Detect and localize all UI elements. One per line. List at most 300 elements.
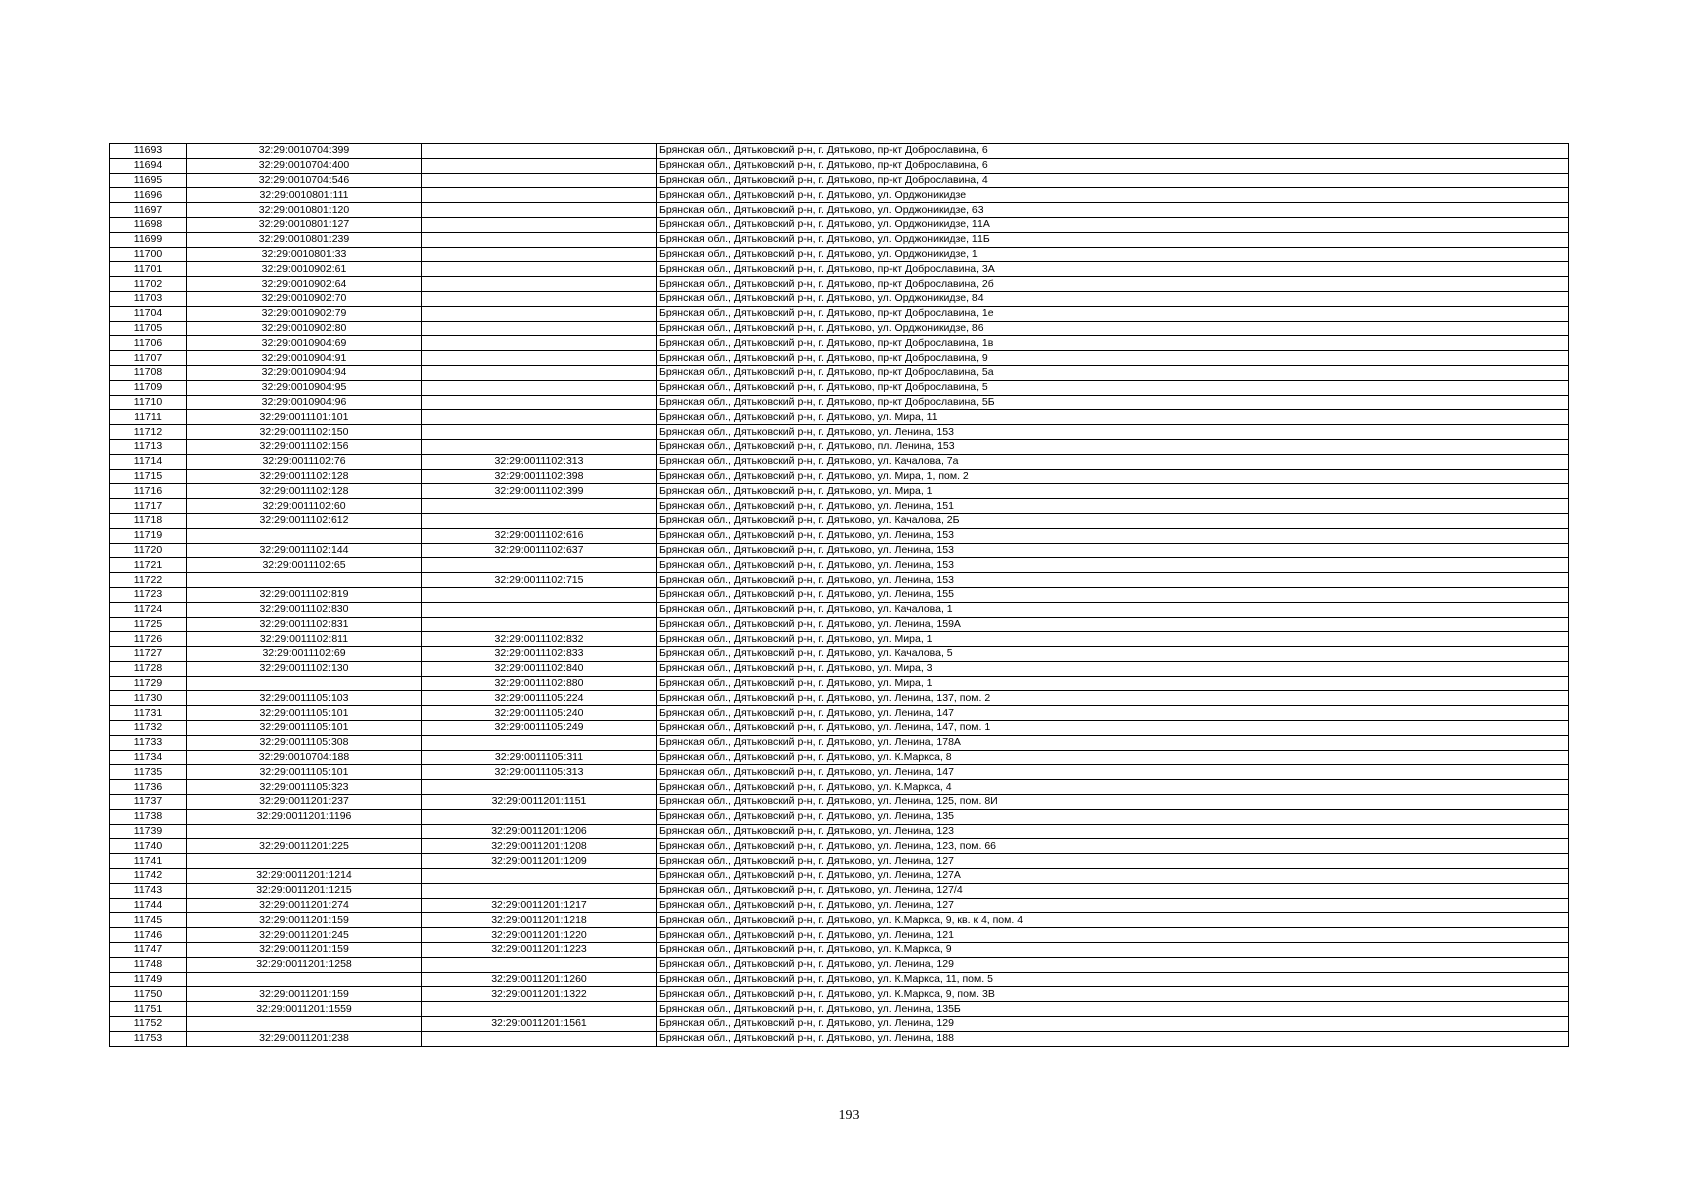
row-number-cell: 11700	[110, 247, 187, 262]
address-cell: Брянская обл., Дятьковский р-н, г. Дятьково, пр-кт Доброславина, 3А	[657, 262, 1569, 277]
row-number-cell: 11747	[110, 943, 187, 958]
table-row	[110, 661, 1569, 676]
row-number-cell: 11737	[110, 795, 187, 810]
row-number-cell: 11716	[110, 484, 187, 499]
cadastral-number-cell: 32:29:0010801:239	[187, 232, 422, 247]
cadastral-number-cell: 32:29:0011201:245	[187, 928, 422, 943]
row-number-cell: 11730	[110, 691, 187, 706]
table-row	[110, 336, 1569, 351]
cadastral-number-cell: 32:29:0010902:79	[187, 306, 422, 321]
parent-cadastral-number-cell: 32:29:0011201:1322	[422, 987, 657, 1002]
row-number-cell: 11746	[110, 928, 187, 943]
parent-cadastral-number-cell	[422, 957, 657, 972]
table-row	[110, 365, 1569, 380]
row-number-cell: 11733	[110, 735, 187, 750]
table-row	[110, 277, 1569, 292]
cadastral-number-cell: 32:29:0011102:811	[187, 632, 422, 647]
parent-cadastral-number-cell	[422, 1031, 657, 1046]
row-number-cell: 11722	[110, 573, 187, 588]
parent-cadastral-number-cell	[422, 439, 657, 454]
row-number-cell: 11734	[110, 750, 187, 765]
parent-cadastral-number-cell	[422, 277, 657, 292]
cadastral-number-cell: 32:29:0011105:101	[187, 721, 422, 736]
table-row	[110, 232, 1569, 247]
table-row	[110, 913, 1569, 928]
table-row	[110, 306, 1569, 321]
cadastral-number-cell: 32:29:0011201:159	[187, 987, 422, 1002]
address-cell: Брянская обл., Дятьковский р-н, г. Дятьково, ул. Ленина, 121	[657, 928, 1569, 943]
row-number-cell: 11707	[110, 351, 187, 366]
row-number-cell: 11720	[110, 543, 187, 558]
table-row	[110, 706, 1569, 721]
table-row	[110, 1017, 1569, 1032]
row-number-cell: 11701	[110, 262, 187, 277]
cadastral-number-cell: 32:29:0011102:65	[187, 558, 422, 573]
parent-cadastral-number-cell	[422, 410, 657, 425]
parent-cadastral-number-cell: 32:29:0011102:715	[422, 573, 657, 588]
address-cell: Брянская обл., Дятьковский р-н, г. Дятьково, ул. К.Маркса, 11, пом. 5	[657, 972, 1569, 987]
row-number-cell: 11708	[110, 365, 187, 380]
table-row	[110, 928, 1569, 943]
row-number-cell: 11740	[110, 839, 187, 854]
parent-cadastral-number-cell	[422, 232, 657, 247]
address-cell: Брянская обл., Дятьковский р-н, г. Дятьково, ул. Мира, 1	[657, 484, 1569, 499]
address-cell: Брянская обл., Дятьковский р-н, г. Дятьково, ул. Орджоникидзе	[657, 188, 1569, 203]
parent-cadastral-number-cell: 32:29:0011201:1206	[422, 824, 657, 839]
parent-cadastral-number-cell: 32:29:0011201:1209	[422, 854, 657, 869]
row-number-cell: 11724	[110, 602, 187, 617]
cadastral-number-cell: 32:29:0011105:101	[187, 765, 422, 780]
parent-cadastral-number-cell: 32:29:0011105:224	[422, 691, 657, 706]
table-row	[110, 351, 1569, 366]
parent-cadastral-number-cell	[422, 425, 657, 440]
address-cell: Брянская обл., Дятьковский р-н, г. Дятьково, ул. Ленина, 147, пом. 1	[657, 721, 1569, 736]
table-row	[110, 602, 1569, 617]
cadastral-number-cell	[187, 972, 422, 987]
table-row	[110, 765, 1569, 780]
row-number-cell: 11731	[110, 706, 187, 721]
address-cell: Брянская обл., Дятьковский р-н, г. Дятьково, ул. Орджоникидзе, 1	[657, 247, 1569, 262]
table-row	[110, 144, 1569, 159]
table-row	[110, 425, 1569, 440]
address-cell: Брянская обл., Дятьковский р-н, г. Дятьково, пр-кт Доброславина, 6	[657, 158, 1569, 173]
address-cell: Брянская обл., Дятьковский р-н, г. Дятьково, ул. Орджоникидзе, 11А	[657, 217, 1569, 232]
table-row	[110, 972, 1569, 987]
address-cell: Брянская обл., Дятьковский р-н, г. Дятьково, пр-кт Доброславина, 5	[657, 380, 1569, 395]
address-cell: Брянская обл., Дятьковский р-н, г. Дятьково, ул. Орджоникидзе, 11Б	[657, 232, 1569, 247]
row-number-cell: 11752	[110, 1017, 187, 1032]
table-row	[110, 839, 1569, 854]
parent-cadastral-number-cell	[422, 203, 657, 218]
address-cell: Брянская обл., Дятьковский р-н, г. Дятьково, ул. Качалова, 2Б	[657, 513, 1569, 528]
row-number-cell: 11721	[110, 558, 187, 573]
address-cell: Брянская обл., Дятьковский р-н, г. Дятьково, ул. Ленина, 178А	[657, 735, 1569, 750]
row-number-cell: 11727	[110, 647, 187, 662]
address-cell: Брянская обл., Дятьковский р-н, г. Дятьково, ул. Качалова, 1	[657, 602, 1569, 617]
address-cell: Брянская обл., Дятьковский р-н, г. Дятьково, ул. Ленина, 147	[657, 706, 1569, 721]
table-row	[110, 158, 1569, 173]
parent-cadastral-number-cell: 32:29:0011102:833	[422, 647, 657, 662]
row-number-cell: 11711	[110, 410, 187, 425]
address-cell: Брянская обл., Дятьковский р-н, г. Дятьково, ул. Ленина, 188	[657, 1031, 1569, 1046]
row-number-cell: 11709	[110, 380, 187, 395]
table-row	[110, 617, 1569, 632]
cadastral-number-cell: 32:29:0011101:101	[187, 410, 422, 425]
address-cell: Брянская обл., Дятьковский р-н, г. Дятьково, ул. Ленина, 127	[657, 898, 1569, 913]
table-row	[110, 854, 1569, 869]
table-row	[110, 573, 1569, 588]
table-row	[110, 469, 1569, 484]
cadastral-number-cell: 32:29:0011201:1214	[187, 869, 422, 884]
address-cell: Брянская обл., Дятьковский р-н, г. Дятьково, пр-кт Доброславина, 4	[657, 173, 1569, 188]
cadastral-table	[109, 143, 1569, 1047]
address-cell: Брянская обл., Дятьковский р-н, г. Дятьково, ул. Мира, 11	[657, 410, 1569, 425]
parent-cadastral-number-cell	[422, 780, 657, 795]
parent-cadastral-number-cell	[422, 247, 657, 262]
table-row	[110, 454, 1569, 469]
parent-cadastral-number-cell: 32:29:0011102:840	[422, 661, 657, 676]
address-cell: Брянская обл., Дятьковский р-н, г. Дятьково, ул. Орджоникидзе, 86	[657, 321, 1569, 336]
row-number-cell: 11751	[110, 1002, 187, 1017]
address-cell: Брянская обл., Дятьковский р-н, г. Дятьково, ул. Ленина, 153	[657, 558, 1569, 573]
row-number-cell: 11710	[110, 395, 187, 410]
cadastral-number-cell: 32:29:0010904:94	[187, 365, 422, 380]
table-row	[110, 987, 1569, 1002]
table-row	[110, 632, 1569, 647]
parent-cadastral-number-cell: 32:29:0011201:1260	[422, 972, 657, 987]
cadastral-number-cell: 32:29:0011201:238	[187, 1031, 422, 1046]
cadastral-number-cell: 32:29:0011201:1559	[187, 1002, 422, 1017]
row-number-cell: 11753	[110, 1031, 187, 1046]
parent-cadastral-number-cell: 32:29:0011105:313	[422, 765, 657, 780]
row-number-cell: 11713	[110, 439, 187, 454]
row-number-cell: 11738	[110, 809, 187, 824]
row-number-cell: 11693	[110, 144, 187, 159]
address-cell: Брянская обл., Дятьковский р-н, г. Дятьково, ул. Ленина, 155	[657, 587, 1569, 602]
address-cell: Брянская обл., Дятьковский р-н, г. Дятьково, пр-кт Доброславина, 2б	[657, 277, 1569, 292]
cadastral-number-cell: 32:29:0011102:60	[187, 499, 422, 514]
cadastral-number-cell	[187, 528, 422, 543]
row-number-cell: 11732	[110, 721, 187, 736]
parent-cadastral-number-cell: 32:29:0011105:311	[422, 750, 657, 765]
cadastral-number-cell: 32:29:0010904:96	[187, 395, 422, 410]
parent-cadastral-number-cell: 32:29:0011102:880	[422, 676, 657, 691]
address-cell: Брянская обл., Дятьковский р-н, г. Дятьково, ул. Ленина, 153	[657, 425, 1569, 440]
table-row	[110, 809, 1569, 824]
cadastral-number-cell: 32:29:0011102:150	[187, 425, 422, 440]
cadastral-number-cell: 32:29:0010902:70	[187, 291, 422, 306]
parent-cadastral-number-cell	[422, 351, 657, 366]
row-number-cell: 11742	[110, 869, 187, 884]
cadastral-number-cell	[187, 573, 422, 588]
parent-cadastral-number-cell: 32:29:0011201:1220	[422, 928, 657, 943]
table-row	[110, 217, 1569, 232]
table-row	[110, 587, 1569, 602]
cadastral-number-cell: 32:29:0011105:103	[187, 691, 422, 706]
parent-cadastral-number-cell	[422, 809, 657, 824]
row-number-cell: 11750	[110, 987, 187, 1002]
parent-cadastral-number-cell: 32:29:0011201:1223	[422, 943, 657, 958]
parent-cadastral-number-cell: 32:29:0011102:637	[422, 543, 657, 558]
address-cell: Брянская обл., Дятьковский р-н, г. Дятьково, ул. Ленина, 153	[657, 528, 1569, 543]
table-row	[110, 188, 1569, 203]
page-number: 193	[838, 1108, 860, 1123]
table-row	[110, 543, 1569, 558]
cadastral-number-cell: 32:29:0010801:33	[187, 247, 422, 262]
address-cell: Брянская обл., Дятьковский р-н, г. Дятьково, пр-кт Доброславина, 1е	[657, 306, 1569, 321]
table-row	[110, 1031, 1569, 1046]
parent-cadastral-number-cell	[422, 735, 657, 750]
parent-cadastral-number-cell: 32:29:0011201:1561	[422, 1017, 657, 1032]
parent-cadastral-number-cell	[422, 380, 657, 395]
parent-cadastral-number-cell	[422, 321, 657, 336]
address-cell: Брянская обл., Дятьковский р-н, г. Дятьково, пр-кт Доброславина, 1в	[657, 336, 1569, 351]
cadastral-number-cell: 32:29:0010704:399	[187, 144, 422, 159]
cadastral-number-cell: 32:29:0011102:76	[187, 454, 422, 469]
row-number-cell: 11743	[110, 883, 187, 898]
row-number-cell: 11705	[110, 321, 187, 336]
parent-cadastral-number-cell	[422, 395, 657, 410]
table-row	[110, 247, 1569, 262]
cadastral-number-cell: 32:29:0011102:144	[187, 543, 422, 558]
address-cell: Брянская обл., Дятьковский р-н, г. Дятьково, ул. Ленина, 137, пом. 2	[657, 691, 1569, 706]
address-cell: Брянская обл., Дятьковский р-н, г. Дятьково, ул. Ленина, 127	[657, 854, 1569, 869]
cadastral-number-cell: 32:29:0010902:64	[187, 277, 422, 292]
table-row	[110, 203, 1569, 218]
cadastral-number-cell: 32:29:0011201:1215	[187, 883, 422, 898]
parent-cadastral-number-cell: 32:29:0011102:832	[422, 632, 657, 647]
row-number-cell: 11745	[110, 913, 187, 928]
parent-cadastral-number-cell	[422, 602, 657, 617]
cadastral-number-cell: 32:29:0010904:69	[187, 336, 422, 351]
row-number-cell: 11736	[110, 780, 187, 795]
address-cell: Брянская обл., Дятьковский р-н, г. Дятьково, ул. Ленина, 129	[657, 957, 1569, 972]
address-cell: Брянская обл., Дятьковский р-н, г. Дятьково, ул. Ленина, 123, пом. 66	[657, 839, 1569, 854]
cadastral-number-cell: 32:29:0010902:80	[187, 321, 422, 336]
cadastral-number-cell: 32:29:0010904:95	[187, 380, 422, 395]
cadastral-number-cell: 32:29:0011201:1196	[187, 809, 422, 824]
cadastral-number-cell: 32:29:0011201:274	[187, 898, 422, 913]
row-number-cell: 11695	[110, 173, 187, 188]
address-cell: Брянская обл., Дятьковский р-н, г. Дятьково, пр-кт Доброславина, 6	[657, 144, 1569, 159]
address-cell: Брянская обл., Дятьковский р-н, г. Дятьково, ул. Мира, 1, пом. 2	[657, 469, 1569, 484]
cadastral-number-cell: 32:29:0011102:612	[187, 513, 422, 528]
cadastral-number-cell: 32:29:0011102:130	[187, 661, 422, 676]
parent-cadastral-number-cell	[422, 262, 657, 277]
cadastral-number-cell: 32:29:0011102:831	[187, 617, 422, 632]
address-cell: Брянская обл., Дятьковский р-н, г. Дятьково, ул. Ленина, 123	[657, 824, 1569, 839]
table-row	[110, 439, 1569, 454]
row-number-cell: 11699	[110, 232, 187, 247]
row-number-cell: 11729	[110, 676, 187, 691]
parent-cadastral-number-cell	[422, 291, 657, 306]
parent-cadastral-number-cell: 32:29:0011102:313	[422, 454, 657, 469]
table-row	[110, 410, 1569, 425]
row-number-cell: 11703	[110, 291, 187, 306]
table-row	[110, 395, 1569, 410]
table-row	[110, 691, 1569, 706]
cadastral-number-cell: 32:29:0011105:101	[187, 706, 422, 721]
address-cell: Брянская обл., Дятьковский р-н, г. Дятьково, пр-кт Доброславина, 9	[657, 351, 1569, 366]
cadastral-number-cell: 32:29:0010904:91	[187, 351, 422, 366]
row-number-cell: 11741	[110, 854, 187, 869]
row-number-cell: 11698	[110, 217, 187, 232]
parent-cadastral-number-cell	[422, 144, 657, 159]
parent-cadastral-number-cell	[422, 158, 657, 173]
cadastral-number-cell: 32:29:0010801:111	[187, 188, 422, 203]
row-number-cell: 11712	[110, 425, 187, 440]
row-number-cell: 11714	[110, 454, 187, 469]
table-row	[110, 676, 1569, 691]
address-cell: Брянская обл., Дятьковский р-н, г. Дятьково, пр-кт Доброславина, 5а	[657, 365, 1569, 380]
table-row	[110, 824, 1569, 839]
row-number-cell: 11697	[110, 203, 187, 218]
row-number-cell: 11749	[110, 972, 187, 987]
table-row	[110, 1002, 1569, 1017]
table-row	[110, 780, 1569, 795]
cadastral-number-cell	[187, 854, 422, 869]
table-row	[110, 558, 1569, 573]
parent-cadastral-number-cell	[422, 883, 657, 898]
row-number-cell: 11739	[110, 824, 187, 839]
address-cell: Брянская обл., Дятьковский р-н, г. Дятьково, ул. Ленина, 151	[657, 499, 1569, 514]
row-number-cell: 11718	[110, 513, 187, 528]
parent-cadastral-number-cell: 32:29:0011105:240	[422, 706, 657, 721]
address-cell: Брянская обл., Дятьковский р-н, г. Дятьково, ул. Ленина, 127А	[657, 869, 1569, 884]
cadastral-number-cell: 32:29:0011102:819	[187, 587, 422, 602]
table-body	[110, 144, 1569, 1047]
address-cell: Брянская обл., Дятьковский р-н, г. Дятьково, ул. Ленина, 129	[657, 1017, 1569, 1032]
row-number-cell: 11748	[110, 957, 187, 972]
cadastral-number-cell: 32:29:0011201:159	[187, 913, 422, 928]
address-cell: Брянская обл., Дятьковский р-н, г. Дятьково, ул. Орджоникидзе, 84	[657, 291, 1569, 306]
cadastral-number-cell: 32:29:0011102:128	[187, 484, 422, 499]
address-cell: Брянская обл., Дятьковский р-н, г. Дятьково, ул. Ленина, 153	[657, 543, 1569, 558]
parent-cadastral-number-cell: 32:29:0011201:1218	[422, 913, 657, 928]
parent-cadastral-number-cell	[422, 587, 657, 602]
table-row	[110, 484, 1569, 499]
row-number-cell: 11702	[110, 277, 187, 292]
parent-cadastral-number-cell: 32:29:0011102:399	[422, 484, 657, 499]
address-cell: Брянская обл., Дятьковский р-н, г. Дятьково, ул. К.Маркса, 9, пом. 3В	[657, 987, 1569, 1002]
cadastral-number-cell: 32:29:0011102:128	[187, 469, 422, 484]
cadastral-number-cell: 32:29:0011201:237	[187, 795, 422, 810]
parent-cadastral-number-cell	[422, 617, 657, 632]
row-number-cell: 11694	[110, 158, 187, 173]
cadastral-number-cell: 32:29:0011201:159	[187, 943, 422, 958]
cadastral-number-cell: 32:29:0011102:156	[187, 439, 422, 454]
parent-cadastral-number-cell: 32:29:0011201:1151	[422, 795, 657, 810]
parent-cadastral-number-cell	[422, 869, 657, 884]
address-cell: Брянская обл., Дятьковский р-н, г. Дятьково, ул. Ленина, 135	[657, 809, 1569, 824]
table-row	[110, 291, 1569, 306]
address-cell: Брянская обл., Дятьковский р-н, г. Дятьково, ул. Мира, 1	[657, 632, 1569, 647]
parent-cadastral-number-cell	[422, 173, 657, 188]
parent-cadastral-number-cell	[422, 558, 657, 573]
parent-cadastral-number-cell	[422, 499, 657, 514]
cadastral-number-cell: 32:29:0011201:1258	[187, 957, 422, 972]
table-row	[110, 750, 1569, 765]
parent-cadastral-number-cell	[422, 188, 657, 203]
table-row	[110, 898, 1569, 913]
parent-cadastral-number-cell	[422, 336, 657, 351]
parent-cadastral-number-cell	[422, 306, 657, 321]
address-cell: Брянская обл., Дятьковский р-н, г. Дятьково, пл. Ленина, 153	[657, 439, 1569, 454]
address-cell: Брянская обл., Дятьковский р-н, г. Дятьково, ул. Качалова, 7а	[657, 454, 1569, 469]
address-cell: Брянская обл., Дятьковский р-н, г. Дятьково, ул. К.Маркса, 4	[657, 780, 1569, 795]
table-row	[110, 513, 1569, 528]
parent-cadastral-number-cell	[422, 1002, 657, 1017]
parent-cadastral-number-cell: 32:29:0011201:1208	[422, 839, 657, 854]
parent-cadastral-number-cell: 32:29:0011201:1217	[422, 898, 657, 913]
cadastral-number-cell: 32:29:0011201:225	[187, 839, 422, 854]
table-row	[110, 262, 1569, 277]
table-row	[110, 883, 1569, 898]
table-row	[110, 943, 1569, 958]
table-row	[110, 869, 1569, 884]
parent-cadastral-number-cell: 32:29:0011102:616	[422, 528, 657, 543]
address-cell: Брянская обл., Дятьковский р-н, г. Дятьково, ул. Ленина, 153	[657, 573, 1569, 588]
row-number-cell: 11735	[110, 765, 187, 780]
table-row	[110, 647, 1569, 662]
row-number-cell: 11726	[110, 632, 187, 647]
address-cell: Брянская обл., Дятьковский р-н, г. Дятьково, ул. Ленина, 147	[657, 765, 1569, 780]
row-number-cell: 11704	[110, 306, 187, 321]
address-cell: Брянская обл., Дятьковский р-н, г. Дятьково, ул. Мира, 3	[657, 661, 1569, 676]
table-row	[110, 721, 1569, 736]
cadastral-number-cell: 32:29:0010704:188	[187, 750, 422, 765]
row-number-cell: 11719	[110, 528, 187, 543]
cadastral-number-cell: 32:29:0011105:323	[187, 780, 422, 795]
parent-cadastral-number-cell: 32:29:0011105:249	[422, 721, 657, 736]
address-cell: Брянская обл., Дятьковский р-н, г. Дятьково, ул. Орджоникидзе, 63	[657, 203, 1569, 218]
table-row	[110, 528, 1569, 543]
cadastral-number-cell: 32:29:0010704:546	[187, 173, 422, 188]
address-cell: Брянская обл., Дятьковский р-н, г. Дятьково, ул. Ленина, 125, пом. 8И	[657, 795, 1569, 810]
row-number-cell: 11744	[110, 898, 187, 913]
row-number-cell: 11728	[110, 661, 187, 676]
parent-cadastral-number-cell	[422, 217, 657, 232]
cadastral-number-cell: 32:29:0011105:308	[187, 735, 422, 750]
address-cell: Брянская обл., Дятьковский р-н, г. Дятьково, ул. Ленина, 135Б	[657, 1002, 1569, 1017]
table-row	[110, 795, 1569, 810]
row-number-cell: 11696	[110, 188, 187, 203]
table-row	[110, 499, 1569, 514]
cadastral-number-cell	[187, 1017, 422, 1032]
address-cell: Брянская обл., Дятьковский р-н, г. Дятьково, ул. К.Маркса, 9, кв. к 4, пом. 4	[657, 913, 1569, 928]
row-number-cell: 11715	[110, 469, 187, 484]
cadastral-number-cell	[187, 676, 422, 691]
parent-cadastral-number-cell	[422, 365, 657, 380]
parent-cadastral-number-cell: 32:29:0011102:398	[422, 469, 657, 484]
cadastral-number-cell: 32:29:0010704:400	[187, 158, 422, 173]
address-cell: Брянская обл., Дятьковский р-н, г. Дятьково, ул. Мира, 1	[657, 676, 1569, 691]
parent-cadastral-number-cell	[422, 513, 657, 528]
cadastral-number-cell	[187, 824, 422, 839]
cadastral-number-cell: 32:29:0011102:69	[187, 647, 422, 662]
cadastral-number-cell: 32:29:0010801:127	[187, 217, 422, 232]
table-row	[110, 957, 1569, 972]
row-number-cell: 11723	[110, 587, 187, 602]
row-number-cell: 11717	[110, 499, 187, 514]
table-row	[110, 735, 1569, 750]
cadastral-number-cell: 32:29:0010801:120	[187, 203, 422, 218]
table-row	[110, 321, 1569, 336]
row-number-cell: 11706	[110, 336, 187, 351]
address-cell: Брянская обл., Дятьковский р-н, г. Дятьково, ул. Ленина, 159А	[657, 617, 1569, 632]
address-cell: Брянская обл., Дятьковский р-н, г. Дятьково, ул. Качалова, 5	[657, 647, 1569, 662]
address-cell: Брянская обл., Дятьковский р-н, г. Дятьково, ул. К.Маркса, 8	[657, 750, 1569, 765]
